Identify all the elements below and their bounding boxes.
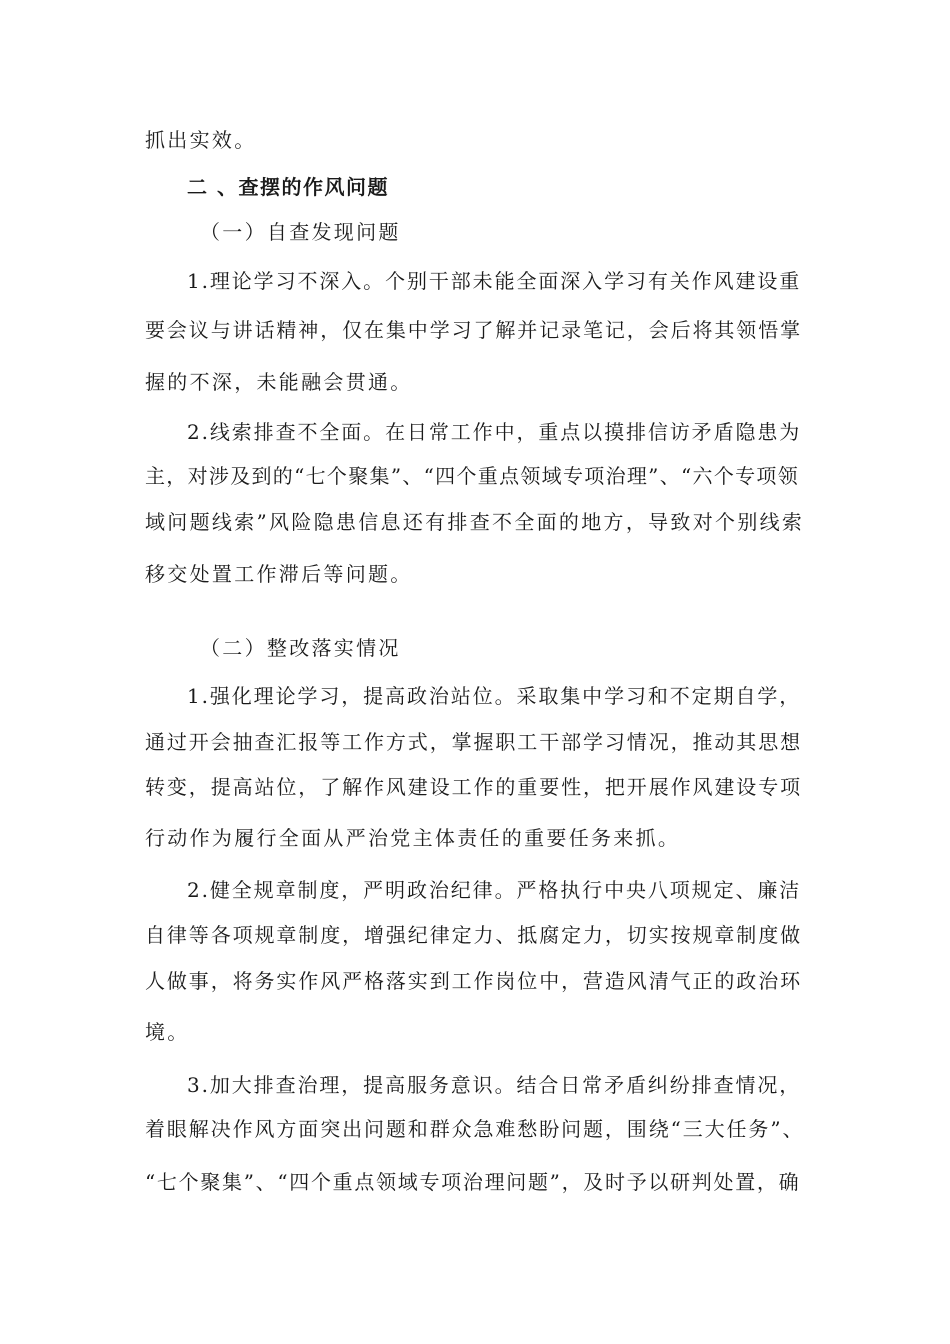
- subsection-heading: （一）自查发现问题: [200, 220, 401, 244]
- text-line: 人做事，将务实作风严格落实到工作岗位中，营造风清气正的政治环: [145, 969, 802, 993]
- text-line: 1.强化理论学习，提高政治站位。采取集中学习和不定期自学，: [187, 684, 802, 708]
- text-line: 着眼解决作风方面突出问题和群众急难愁盼问题，围绕“三大任务”、: [145, 1117, 805, 1141]
- text-line: 1.理论学习不深入。个别干部未能全面深入学习有关作风建设重: [187, 269, 802, 293]
- text-line: 抓出实效。: [145, 128, 257, 152]
- text-line: 握的不深，未能融会贯通。: [145, 370, 413, 394]
- text-line: 移交处置工作滞后等问题。: [145, 562, 413, 586]
- section-heading: 二 、查摆的作风问题: [187, 175, 389, 199]
- text-line: 2.线索排查不全面。在日常工作中，重点以摸排信访矛盾隐患为: [187, 420, 802, 444]
- text-line: 域问题线索”风险隐患信息还有排查不全面的地方，导致对个别线索: [145, 510, 805, 534]
- text-line: 2.健全规章制度，严明政治纪律。严格执行中央八项规定、廉洁: [187, 878, 802, 902]
- text-line: 转变，提高站位，了解作风建设工作的重要性，把开展作风建设专项: [145, 775, 802, 799]
- text-line: 境。: [145, 1020, 190, 1044]
- text-line: 3.加大排查治理，提高服务意识。结合日常矛盾纠纷排查情况，: [187, 1073, 802, 1097]
- text-line: “七个聚集”、“四个重点领域专项治理问题”，及时予以研判处置，确: [145, 1170, 801, 1194]
- subsection-heading: （二）整改落实情况: [200, 636, 401, 660]
- text-line: 要会议与讲话精神，仅在集中学习了解并记录笔记，会后将其领悟掌: [145, 318, 802, 342]
- text-line: 通过开会抽查汇报等工作方式，掌握职工干部学习情况，推动其思想: [145, 730, 802, 754]
- text-line: 行动作为履行全面从严治党主体责任的重要任务来抓。: [145, 826, 681, 850]
- text-line: 主，对涉及到的“七个聚集”、“四个重点领域专项治理”、“六个专项领: [145, 464, 800, 488]
- text-line: 自律等各项规章制度，增强纪律定力、抵腐定力，切实按规章制度做: [145, 923, 802, 947]
